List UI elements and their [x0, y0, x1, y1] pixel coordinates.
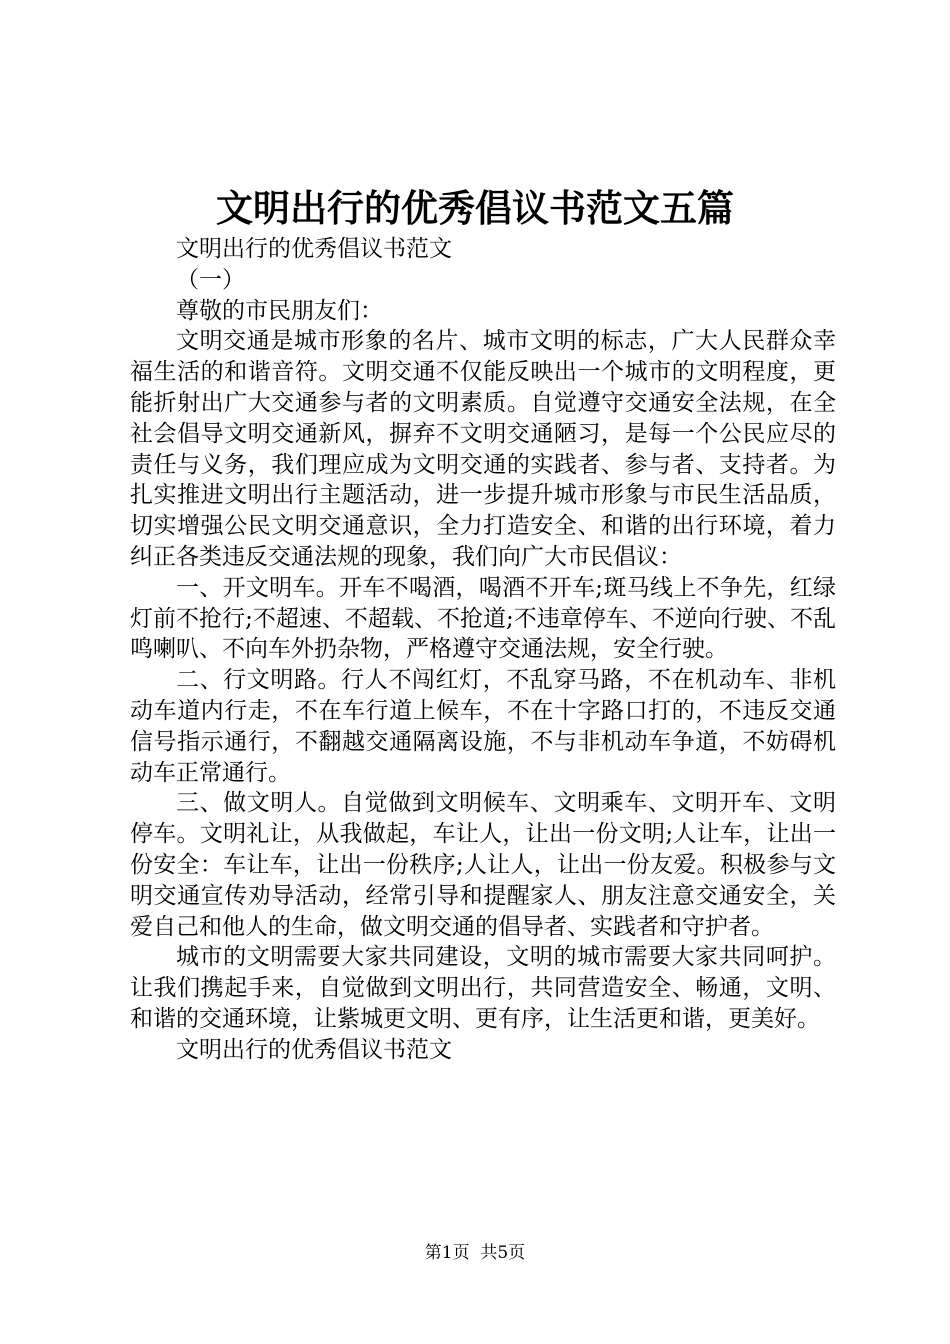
page-number: 第1页 共5页: [424, 1243, 526, 1263]
paragraph-item-3: 三、做文明人。自觉做到文明候车、文明乘车、文明开车、文明停车。文明礼让，从我做起，车让人，让出一份文明;人让车，让出一份安全：车让车，让出一份秩序;人让人，让出一份友爱。积极参与文明交通宣传劝导活动，经常引导和提醒家人、朋友注意交通安全，关爱自己和他人的生命，做文明交通的倡导者、实践者和守护者。: [130, 790, 836, 940]
next-section-heading: 文明出行的优秀倡议书范文: [176, 1036, 452, 1063]
paragraph-intro: 文明交通是城市形象的名片、城市文明的标志，广大人民群众幸福生活的和谐音符。文明交通不仅能反映出一个城市的文明程度，更能折射出广大交通参与者的文明素质。自觉遵守交通安全法规，在全社会倡导文明交通新风，摒弃不文明交通陋习，是每一个公民应尽的责任与义务，我们理应成为文明交通的实践者、参与者、支持者。为扎实推进文明出行主题活动，进一步提升城市形象与市民生活品质，切实增强公民文明交通意识，全力打造安全、和谐的出行环境，着力纠正各类违反交通法规的现象，我们向广大市民倡议：: [130, 328, 836, 570]
document-title: 文明出行的优秀倡议书范文五篇: [216, 186, 734, 230]
document-body: [130, 234, 836, 1066]
section-subtitle: 文明出行的优秀倡议书范文: [176, 236, 452, 262]
paragraph-item-1: 一、开文明车。开车不喝酒，喝酒不开车;斑马线上不争先，红绿灯前不抢行;不超速、不超载、不抢道;不违章停车、不逆向行驶、不乱鸣喇叭、不向车外扔杂物，严格遵守交通法规，安全行驶。: [130, 574, 836, 663]
section-number: （一）: [176, 266, 245, 293]
paragraph-closing: 城市的文明需要大家共同建设，文明的城市需要大家共同呵护。让我们携起手来，自觉做到文明出行，共同营造安全、畅通，文明、和谐的交通环境，让紫城更文明、更有序，让生活更和谐，更美好。: [130, 944, 836, 1032]
salutation: 尊敬的市民朋友们：: [176, 297, 383, 324]
paragraph-item-2: 二、行文明路。行人不闯红灯，不乱穿马路，不在机动车、非机动车道内行走，不在车行道上候车，不在十字路口打的，不违反交通信号指示通行，不翻越交通隔离设施，不与非机动车争道，不妨碍机动车正常通行。: [130, 667, 836, 786]
page-footer: [0, 1242, 950, 1264]
